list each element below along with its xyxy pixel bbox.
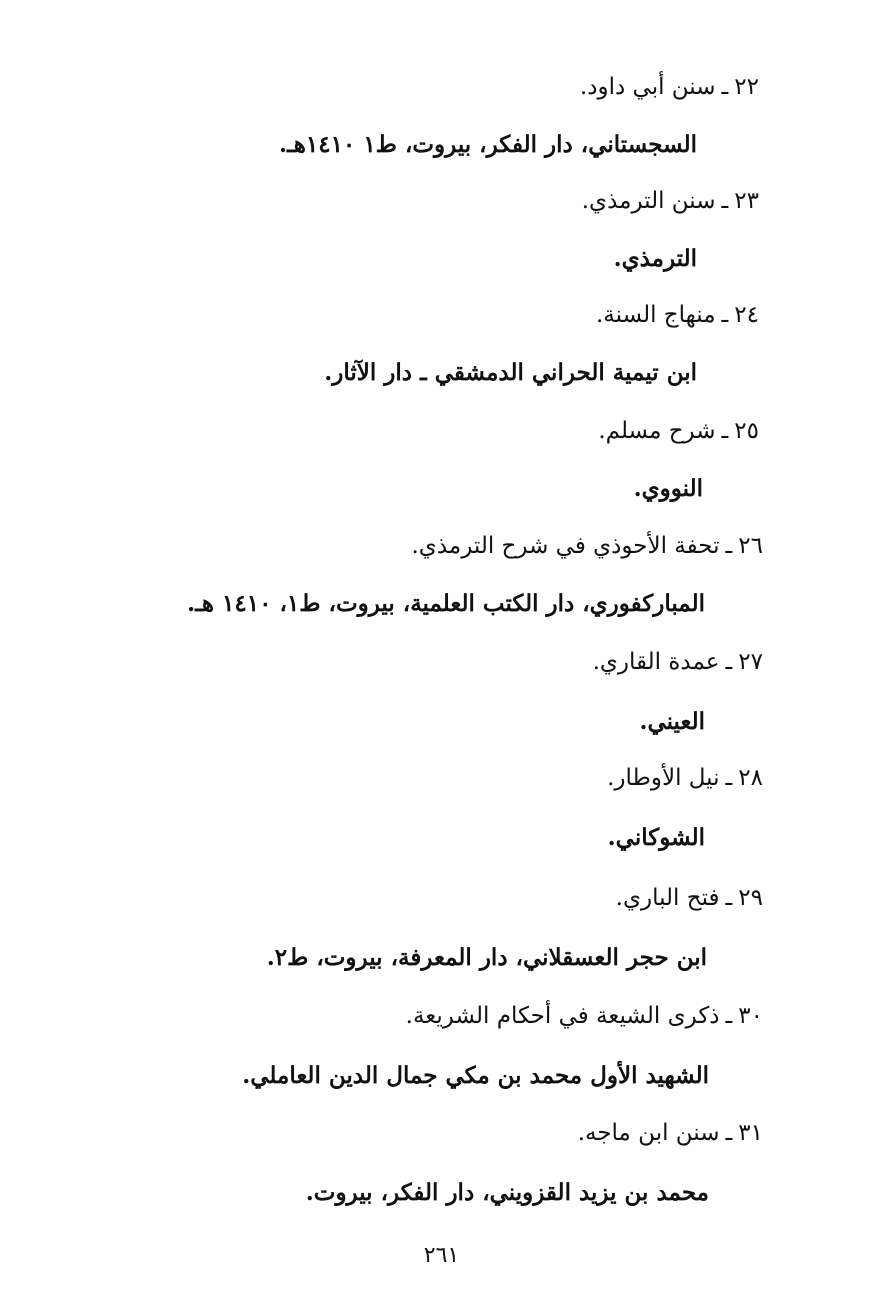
entry-separator: ـ bbox=[721, 188, 729, 214]
entry-title: فتح الباري. bbox=[615, 885, 720, 911]
entry-separator: ـ bbox=[725, 1120, 733, 1146]
entry-number: ٢٩ bbox=[738, 885, 763, 911]
entry-title-line bbox=[593, 651, 763, 674]
entry-author: السجستاني، دار الفكر، بيروت، ط١ ١٤١٠هـ. bbox=[279, 131, 697, 158]
entry-separator: ـ bbox=[725, 1003, 733, 1029]
entry-separator: ـ bbox=[721, 74, 729, 100]
entry-title-line bbox=[607, 767, 763, 790]
entry-separator: ـ bbox=[725, 885, 733, 911]
entry-title-line bbox=[598, 420, 759, 443]
entry-title-line bbox=[596, 304, 759, 327]
entry-title: ذكرى الشيعة في أحكام الشريعة. bbox=[405, 1003, 720, 1029]
entry-title: سنن ابن ماجه. bbox=[577, 1120, 720, 1146]
entry-separator: ـ bbox=[725, 649, 733, 675]
entry-title: منهاج السنة. bbox=[596, 302, 716, 328]
entry-title: عمدة القاري. bbox=[592, 649, 720, 675]
entry-author: النووي. bbox=[633, 475, 703, 502]
entry-separator: ـ bbox=[721, 302, 729, 328]
entry-title: سنن أبي داود. bbox=[579, 74, 716, 100]
entry-author: الشهيد الأول محمد بن مكي جمال الدين العاملي. bbox=[242, 1062, 709, 1089]
entry-title-line bbox=[578, 1122, 763, 1145]
entry-title: شرح مسلم. bbox=[598, 418, 716, 444]
entry-title-line bbox=[582, 190, 759, 213]
entry-number: ٢٧ bbox=[738, 649, 763, 675]
entry-author: العيني. bbox=[639, 708, 705, 735]
entry-title: نيل الأوطار. bbox=[607, 765, 720, 791]
entry-title-line bbox=[616, 887, 763, 910]
entry-author: الترمذي. bbox=[613, 245, 697, 272]
entry-author: المباركفوري، دار الكتب العلمية، بيروت، ط١، ١٤١٠ هـ. bbox=[187, 590, 705, 617]
entry-number: ٢٥ bbox=[734, 418, 759, 444]
entry-title: تحفة الأحوذي في شرح الترمذي. bbox=[411, 533, 720, 559]
entry-number: ٢٢ bbox=[734, 74, 759, 100]
entry-title-line bbox=[580, 76, 759, 99]
entry-title: سنن الترمذي. bbox=[581, 188, 716, 214]
entry-title-line bbox=[412, 535, 764, 558]
entry-number: ٢٣ bbox=[734, 188, 759, 214]
entry-number: ٢٤ bbox=[734, 302, 759, 328]
entry-author: ابن حجر العسقلاني، دار المعرفة، بيروت، ط٢. bbox=[266, 944, 707, 971]
entry-separator: ـ bbox=[721, 418, 729, 444]
entry-number: ٢٨ bbox=[738, 765, 763, 791]
entry-author: ابن تيمية الحراني الدمشقي ـ دار الآثار. bbox=[324, 359, 697, 386]
entry-title-line bbox=[406, 1005, 763, 1028]
entry-author: الشوكاني. bbox=[607, 824, 705, 851]
entry-number: ٣١ bbox=[738, 1120, 763, 1146]
page-number: ٢٦١ bbox=[423, 1243, 460, 1268]
entry-separator: ـ bbox=[725, 533, 733, 559]
entry-separator: ـ bbox=[725, 765, 733, 791]
entry-author: محمد بن يزيد القزويني، دار الفكر، بيروت. bbox=[305, 1179, 709, 1206]
entry-number: ٢٦ bbox=[738, 533, 763, 559]
entry-number: ٣٠ bbox=[738, 1003, 763, 1029]
